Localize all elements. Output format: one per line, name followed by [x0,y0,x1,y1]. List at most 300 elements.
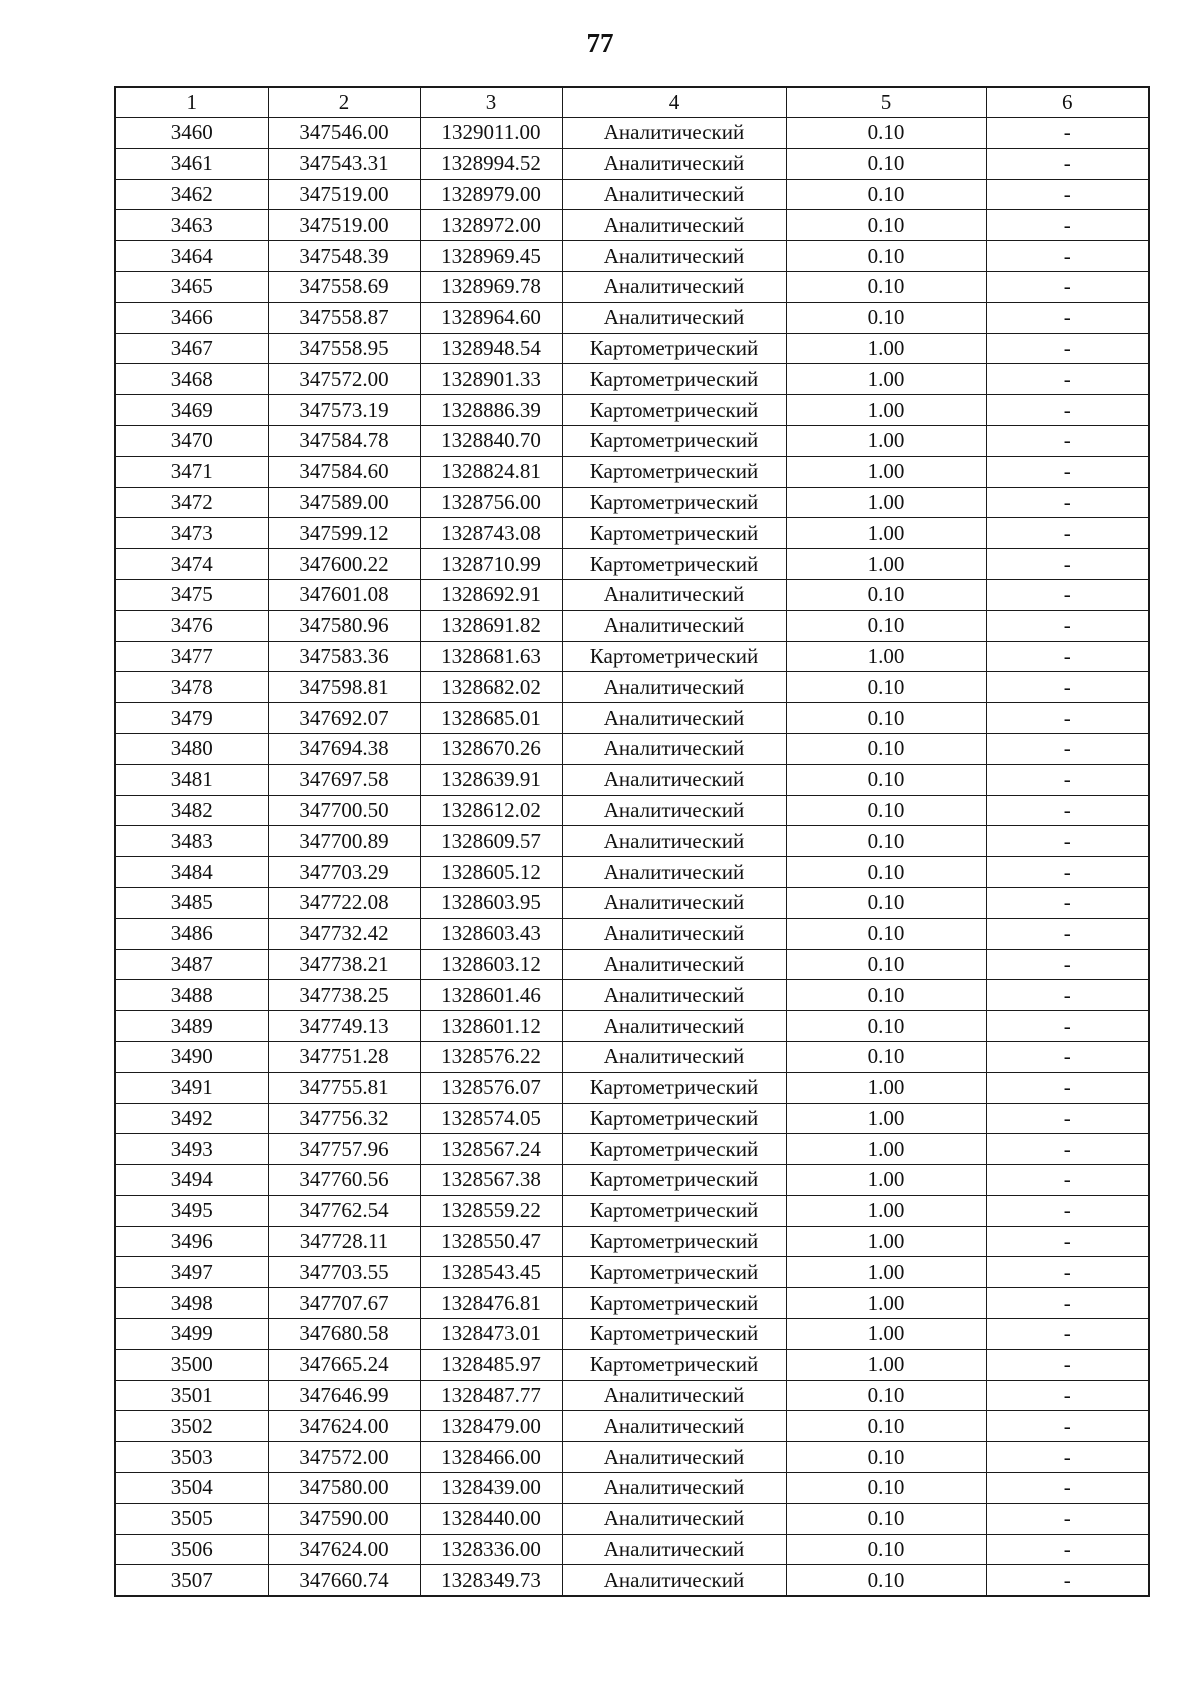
cell-method: Аналитический [562,980,786,1011]
table-body [115,118,1149,1597]
column-header-1: 1 [115,87,268,118]
table-row [115,1257,1149,1288]
cell-accuracy: 0.10 [786,764,986,795]
cell-method: Картометрический [562,1103,786,1134]
cell-x-coordinate: 347572.00 [268,364,420,395]
cell-method: Аналитический [562,271,786,302]
cell-point-number: 3501 [115,1380,268,1411]
cell-note: - [986,210,1149,241]
table-row [115,179,1149,210]
column-header-6: 6 [986,87,1149,118]
cell-y-coordinate: 1328576.07 [420,1072,562,1103]
table-row [115,610,1149,641]
cell-y-coordinate: 1328576.22 [420,1041,562,1072]
cell-note: - [986,1134,1149,1165]
cell-y-coordinate: 1328756.00 [420,487,562,518]
table-row [115,641,1149,672]
cell-x-coordinate: 347572.00 [268,1442,420,1473]
cell-point-number: 3507 [115,1565,268,1596]
cell-accuracy: 0.10 [786,148,986,179]
cell-x-coordinate: 347703.29 [268,857,420,888]
cell-method: Аналитический [562,733,786,764]
cell-note: - [986,672,1149,703]
cell-accuracy: 0.10 [786,980,986,1011]
cell-accuracy: 1.00 [786,1349,986,1380]
cell-point-number: 3490 [115,1041,268,1072]
cell-method: Аналитический [562,795,786,826]
cell-point-number: 3497 [115,1257,268,1288]
cell-point-number: 3502 [115,1411,268,1442]
table-row [115,1473,1149,1504]
cell-point-number: 3485 [115,887,268,918]
cell-method: Картометрический [562,1288,786,1319]
cell-x-coordinate: 347601.08 [268,579,420,610]
cell-y-coordinate: 1328692.91 [420,579,562,610]
cell-x-coordinate: 347598.81 [268,672,420,703]
cell-accuracy: 0.10 [786,1011,986,1042]
cell-accuracy: 0.10 [786,118,986,149]
cell-method: Аналитический [562,918,786,949]
cell-x-coordinate: 347757.96 [268,1134,420,1165]
cell-method: Картометрический [562,456,786,487]
table-row [115,1319,1149,1350]
cell-method: Аналитический [562,826,786,857]
cell-point-number: 3506 [115,1534,268,1565]
cell-method: Аналитический [562,179,786,210]
cell-note: - [986,826,1149,857]
cell-method: Аналитический [562,302,786,333]
table-row [115,333,1149,364]
cell-accuracy: 1.00 [786,1134,986,1165]
cell-accuracy: 1.00 [786,487,986,518]
cell-method: Картометрический [562,1195,786,1226]
cell-method: Картометрический [562,1134,786,1165]
cell-note: - [986,271,1149,302]
cell-x-coordinate: 347707.67 [268,1288,420,1319]
cell-point-number: 3493 [115,1134,268,1165]
cell-method: Аналитический [562,579,786,610]
table-row [115,949,1149,980]
cell-x-coordinate: 347722.08 [268,887,420,918]
table-row [115,1195,1149,1226]
cell-x-coordinate: 347558.87 [268,302,420,333]
cell-method: Картометрический [562,1072,786,1103]
cell-point-number: 3471 [115,456,268,487]
cell-x-coordinate: 347755.81 [268,1072,420,1103]
column-header-5: 5 [786,87,986,118]
cell-point-number: 3503 [115,1442,268,1473]
table-row [115,918,1149,949]
table-row [115,1072,1149,1103]
cell-accuracy: 0.10 [786,826,986,857]
cell-note: - [986,641,1149,672]
table-row [115,210,1149,241]
cell-point-number: 3466 [115,302,268,333]
cell-accuracy: 0.10 [786,887,986,918]
cell-method: Аналитический [562,241,786,272]
cell-y-coordinate: 1328886.39 [420,395,562,426]
cell-note: - [986,1380,1149,1411]
cell-note: - [986,949,1149,980]
table-row [115,271,1149,302]
table-row [115,1534,1149,1565]
cell-point-number: 3465 [115,271,268,302]
cell-y-coordinate: 1328605.12 [420,857,562,888]
cell-x-coordinate: 347703.55 [268,1257,420,1288]
cell-method: Аналитический [562,1442,786,1473]
cell-note: - [986,395,1149,426]
table-row [115,241,1149,272]
cell-y-coordinate: 1328901.33 [420,364,562,395]
cell-accuracy: 1.00 [786,364,986,395]
cell-note: - [986,579,1149,610]
cell-point-number: 3469 [115,395,268,426]
cell-y-coordinate: 1328574.05 [420,1103,562,1134]
cell-x-coordinate: 347546.00 [268,118,420,149]
cell-method: Картометрический [562,1349,786,1380]
table-row [115,1442,1149,1473]
cell-x-coordinate: 347751.28 [268,1041,420,1072]
cell-y-coordinate: 1328476.81 [420,1288,562,1319]
column-header-2: 2 [268,87,420,118]
cell-note: - [986,1473,1149,1504]
cell-method: Картометрический [562,518,786,549]
cell-point-number: 3480 [115,733,268,764]
cell-x-coordinate: 347738.25 [268,980,420,1011]
cell-note: - [986,1411,1149,1442]
table-row [115,518,1149,549]
cell-x-coordinate: 347665.24 [268,1349,420,1380]
cell-accuracy: 0.10 [786,210,986,241]
cell-note: - [986,1041,1149,1072]
page-number: 77 [586,28,614,58]
cell-x-coordinate: 347584.78 [268,425,420,456]
cell-x-coordinate: 347680.58 [268,1319,420,1350]
cell-method: Аналитический [562,148,786,179]
cell-x-coordinate: 347738.21 [268,949,420,980]
cell-note: - [986,1165,1149,1196]
cell-note: - [986,1442,1149,1473]
table-row [115,733,1149,764]
cell-x-coordinate: 347558.69 [268,271,420,302]
cell-x-coordinate: 347583.36 [268,641,420,672]
cell-y-coordinate: 1328567.38 [420,1165,562,1196]
cell-y-coordinate: 1328964.60 [420,302,562,333]
cell-point-number: 3498 [115,1288,268,1319]
cell-point-number: 3475 [115,579,268,610]
cell-point-number: 3461 [115,148,268,179]
table-row [115,1041,1149,1072]
cell-note: - [986,364,1149,395]
cell-accuracy: 1.00 [786,1195,986,1226]
cell-method: Аналитический [562,887,786,918]
cell-method: Картометрический [562,1257,786,1288]
cell-accuracy: 1.00 [786,549,986,580]
cell-method: Аналитический [562,210,786,241]
cell-method: Аналитический [562,118,786,149]
table-row [115,364,1149,395]
cell-y-coordinate: 1328685.01 [420,703,562,734]
cell-point-number: 3462 [115,179,268,210]
cell-y-coordinate: 1328691.82 [420,610,562,641]
cell-method: Картометрический [562,641,786,672]
table-row [115,425,1149,456]
cell-note: - [986,179,1149,210]
table-row [115,1011,1149,1042]
column-header-4: 4 [562,87,786,118]
cell-accuracy: 0.10 [786,1473,986,1504]
cell-x-coordinate: 347624.00 [268,1411,420,1442]
cell-note: - [986,764,1149,795]
cell-y-coordinate: 1328743.08 [420,518,562,549]
cell-y-coordinate: 1328479.00 [420,1411,562,1442]
cell-y-coordinate: 1328485.97 [420,1349,562,1380]
cell-note: - [986,887,1149,918]
cell-note: - [986,1103,1149,1134]
cell-x-coordinate: 347584.60 [268,456,420,487]
cell-note: - [986,610,1149,641]
cell-note: - [986,333,1149,364]
cell-method: Картометрический [562,1165,786,1196]
cell-y-coordinate: 1328948.54 [420,333,562,364]
cell-y-coordinate: 1328601.12 [420,1011,562,1042]
cell-method: Картометрический [562,425,786,456]
cell-point-number: 3499 [115,1319,268,1350]
cell-y-coordinate: 1328440.00 [420,1503,562,1534]
cell-point-number: 3492 [115,1103,268,1134]
cell-x-coordinate: 347660.74 [268,1565,420,1596]
cell-note: - [986,1565,1149,1596]
cell-y-coordinate: 1329011.00 [420,118,562,149]
cell-x-coordinate: 347580.96 [268,610,420,641]
cell-y-coordinate: 1328601.46 [420,980,562,1011]
cell-x-coordinate: 347589.00 [268,487,420,518]
cell-point-number: 3483 [115,826,268,857]
cell-point-number: 3477 [115,641,268,672]
cell-accuracy: 1.00 [786,395,986,426]
cell-x-coordinate: 347519.00 [268,210,420,241]
cell-note: - [986,148,1149,179]
cell-point-number: 3472 [115,487,268,518]
cell-x-coordinate: 347590.00 [268,1503,420,1534]
cell-y-coordinate: 1328543.45 [420,1257,562,1288]
cell-note: - [986,1011,1149,1042]
cell-accuracy: 0.10 [786,795,986,826]
cell-note: - [986,456,1149,487]
cell-note: - [986,733,1149,764]
cell-note: - [986,703,1149,734]
cell-x-coordinate: 347624.00 [268,1534,420,1565]
cell-accuracy: 1.00 [786,1165,986,1196]
cell-note: - [986,1534,1149,1565]
cell-x-coordinate: 347646.99 [268,1380,420,1411]
cell-note: - [986,1257,1149,1288]
cell-accuracy: 0.10 [786,179,986,210]
cell-method: Картометрический [562,1226,786,1257]
table-row [115,887,1149,918]
cell-accuracy: 1.00 [786,1288,986,1319]
cell-point-number: 3476 [115,610,268,641]
cell-note: - [986,302,1149,333]
cell-y-coordinate: 1328349.73 [420,1565,562,1596]
cell-note: - [986,241,1149,272]
cell-point-number: 3488 [115,980,268,1011]
cell-note: - [986,1226,1149,1257]
cell-note: - [986,549,1149,580]
cell-y-coordinate: 1328466.00 [420,1442,562,1473]
cell-accuracy: 0.10 [786,1503,986,1534]
cell-y-coordinate: 1328609.57 [420,826,562,857]
cell-note: - [986,1319,1149,1350]
header-row [115,87,1149,118]
cell-point-number: 3482 [115,795,268,826]
cell-y-coordinate: 1328559.22 [420,1195,562,1226]
column-header-3: 3 [420,87,562,118]
cell-note: - [986,980,1149,1011]
cell-method: Аналитический [562,1380,786,1411]
cell-point-number: 3473 [115,518,268,549]
cell-note: - [986,918,1149,949]
table-row [115,148,1149,179]
cell-point-number: 3495 [115,1195,268,1226]
cell-y-coordinate: 1328681.63 [420,641,562,672]
table-header [115,87,1149,118]
cell-x-coordinate: 347700.89 [268,826,420,857]
cell-accuracy: 0.10 [786,1411,986,1442]
cell-accuracy: 0.10 [786,302,986,333]
cell-accuracy: 0.10 [786,1380,986,1411]
cell-y-coordinate: 1328567.24 [420,1134,562,1165]
cell-method: Картометрический [562,333,786,364]
cell-note: - [986,118,1149,149]
cell-method: Аналитический [562,857,786,888]
cell-method: Аналитический [562,764,786,795]
table-row [115,118,1149,149]
table-row [115,1103,1149,1134]
cell-note: - [986,1072,1149,1103]
cell-accuracy: 0.10 [786,579,986,610]
cell-method: Аналитический [562,949,786,980]
cell-accuracy: 0.10 [786,733,986,764]
cell-accuracy: 1.00 [786,333,986,364]
cell-accuracy: 0.10 [786,1041,986,1072]
cell-accuracy: 0.10 [786,918,986,949]
cell-y-coordinate: 1328670.26 [420,733,562,764]
cell-accuracy: 0.10 [786,949,986,980]
cell-accuracy: 1.00 [786,1103,986,1134]
table-row [115,826,1149,857]
table-row [115,487,1149,518]
cell-note: - [986,1195,1149,1226]
cell-x-coordinate: 347732.42 [268,918,420,949]
cell-accuracy: 1.00 [786,1226,986,1257]
table-row [115,980,1149,1011]
cell-y-coordinate: 1328473.01 [420,1319,562,1350]
cell-method: Картометрический [562,364,786,395]
cell-note: - [986,518,1149,549]
table-row [115,456,1149,487]
cell-y-coordinate: 1328972.00 [420,210,562,241]
cell-point-number: 3491 [115,1072,268,1103]
table-row [115,1226,1149,1257]
coordinates-table [114,86,1150,1597]
cell-point-number: 3500 [115,1349,268,1380]
cell-x-coordinate: 347543.31 [268,148,420,179]
cell-note: - [986,1349,1149,1380]
cell-x-coordinate: 347548.39 [268,241,420,272]
table-row [115,672,1149,703]
cell-point-number: 3481 [115,764,268,795]
cell-y-coordinate: 1328840.70 [420,425,562,456]
cell-accuracy: 0.10 [786,1442,986,1473]
cell-y-coordinate: 1328439.00 [420,1473,562,1504]
cell-y-coordinate: 1328994.52 [420,148,562,179]
cell-point-number: 3463 [115,210,268,241]
cell-y-coordinate: 1328979.00 [420,179,562,210]
cell-point-number: 3504 [115,1473,268,1504]
cell-method: Картометрический [562,1319,786,1350]
cell-x-coordinate: 347580.00 [268,1473,420,1504]
cell-x-coordinate: 347519.00 [268,179,420,210]
table-row [115,1565,1149,1596]
cell-x-coordinate: 347694.38 [268,733,420,764]
cell-method: Аналитический [562,1473,786,1504]
table-row [115,1165,1149,1196]
cell-method: Аналитический [562,1041,786,1072]
cell-accuracy: 0.10 [786,271,986,302]
cell-accuracy: 0.10 [786,241,986,272]
cell-y-coordinate: 1328682.02 [420,672,562,703]
cell-x-coordinate: 347600.22 [268,549,420,580]
cell-y-coordinate: 1328603.95 [420,887,562,918]
cell-note: - [986,425,1149,456]
table-row [115,1411,1149,1442]
cell-x-coordinate: 347697.58 [268,764,420,795]
cell-accuracy: 0.10 [786,857,986,888]
cell-y-coordinate: 1328969.78 [420,271,562,302]
cell-point-number: 3470 [115,425,268,456]
cell-y-coordinate: 1328603.12 [420,949,562,980]
cell-method: Аналитический [562,672,786,703]
table-row [115,1288,1149,1319]
table-row [115,1349,1149,1380]
cell-y-coordinate: 1328824.81 [420,456,562,487]
cell-accuracy: 1.00 [786,1319,986,1350]
cell-accuracy: 0.10 [786,1565,986,1596]
cell-method: Картометрический [562,395,786,426]
table-row [115,857,1149,888]
table-row [115,549,1149,580]
cell-x-coordinate: 347558.95 [268,333,420,364]
cell-y-coordinate: 1328603.43 [420,918,562,949]
cell-point-number: 3496 [115,1226,268,1257]
cell-y-coordinate: 1328550.47 [420,1226,562,1257]
table-row [115,764,1149,795]
cell-point-number: 3505 [115,1503,268,1534]
table-row [115,579,1149,610]
cell-x-coordinate: 347762.54 [268,1195,420,1226]
cell-accuracy: 1.00 [786,1257,986,1288]
cell-accuracy: 0.10 [786,672,986,703]
cell-note: - [986,795,1149,826]
cell-note: - [986,487,1149,518]
cell-note: - [986,1503,1149,1534]
cell-point-number: 3494 [115,1165,268,1196]
cell-y-coordinate: 1328487.77 [420,1380,562,1411]
cell-x-coordinate: 347728.11 [268,1226,420,1257]
cell-point-number: 3479 [115,703,268,734]
cell-note: - [986,857,1149,888]
